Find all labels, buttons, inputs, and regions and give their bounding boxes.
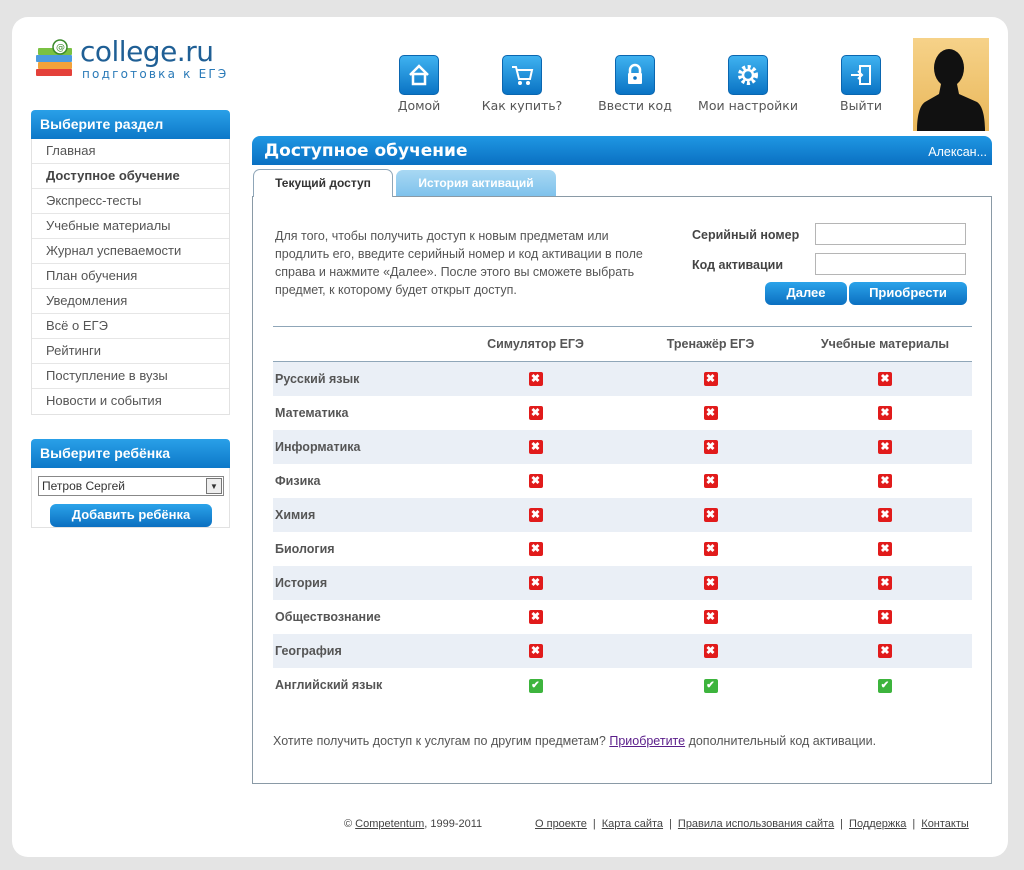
child-panel-body	[31, 468, 230, 528]
tab-activation-history[interactable]: История активаций	[396, 170, 556, 196]
child-panel	[31, 439, 230, 528]
user-name[interactable]: Алексан...	[928, 145, 987, 159]
access-cell	[623, 566, 798, 600]
access-cell	[623, 396, 798, 430]
subject-name: География	[275, 643, 342, 658]
access-cell	[448, 396, 623, 430]
logo-name: college.ru	[80, 35, 214, 68]
add-child-button[interactable]: Добавить ребёнка	[50, 504, 212, 527]
cross-icon: ✖	[878, 372, 892, 386]
section-menu-title: Выберите раздел	[31, 110, 230, 139]
nav-enter-code[interactable]	[580, 55, 690, 113]
access-cell	[798, 566, 972, 600]
books-logo-icon	[34, 39, 80, 83]
footer-separator: |	[912, 818, 916, 830]
table-header-trainer: Тренажёр ЕГЭ	[666, 337, 755, 351]
sidebar-item-express-tests[interactable]: Экспресс-тесты	[32, 189, 229, 214]
sidebar-item-notifications[interactable]: Уведомления	[32, 289, 229, 314]
table-header-materials: Учебные материалы	[820, 337, 950, 351]
sidebar-item-admission[interactable]: Поступление в вузы	[32, 364, 229, 389]
access-cell	[623, 668, 798, 702]
sidebar-item-news[interactable]: Новости и события	[46, 393, 162, 408]
subject-name: Биология	[275, 541, 335, 556]
access-cell	[623, 498, 798, 532]
cross-icon: ✖	[704, 406, 718, 420]
serial-input[interactable]	[815, 223, 966, 245]
access-cell	[623, 634, 798, 668]
cross-icon: ✖	[878, 440, 892, 454]
logo[interactable]	[34, 37, 234, 87]
footer-link-support[interactable]: Поддержка	[849, 818, 907, 830]
table-row	[273, 464, 972, 498]
access-cell	[448, 532, 623, 566]
section-menu-list	[31, 139, 230, 415]
sidebar-item-available-learning[interactable]: Доступное обучение	[32, 164, 229, 189]
subject-name: Математика	[275, 405, 349, 420]
subject-name: Русский язык	[275, 371, 360, 386]
table-row	[273, 532, 972, 566]
check-icon: ✔	[529, 679, 543, 693]
access-cell	[448, 362, 623, 396]
sidebar-item-materials[interactable]: Учебные материалы	[32, 214, 229, 239]
check-icon: ✔	[704, 679, 718, 693]
bottom-note-post: дополнительный код активации.	[685, 734, 877, 748]
nav-settings-label: Мои настройки	[698, 98, 798, 113]
access-table	[273, 326, 972, 702]
table-row	[273, 668, 972, 702]
child-select[interactable]	[38, 476, 224, 496]
cross-icon: ✖	[878, 508, 892, 522]
sidebar-item-gradebook[interactable]: Журнал успеваемости	[32, 239, 229, 264]
subject-name: Химия	[275, 507, 316, 522]
footer-separator: |	[840, 818, 844, 830]
footer-link-contacts[interactable]: Контакты	[921, 818, 969, 830]
bottom-note	[273, 734, 876, 748]
check-icon: ✔	[878, 679, 892, 693]
footer-link-about[interactable]: О проекте	[535, 818, 587, 830]
table-header-simulator: Симулятор ЕГЭ	[487, 337, 584, 351]
sidebar-item-home[interactable]: Главная	[32, 139, 229, 164]
exit-icon	[841, 55, 881, 95]
footer-link-sitemap[interactable]: Карта сайта	[601, 818, 664, 830]
chevron-down-icon[interactable]: ▼	[206, 478, 222, 494]
next-button[interactable]: Далее	[765, 282, 847, 305]
logo-tagline: подготовка к ЕГЭ	[82, 67, 229, 81]
table-row	[273, 430, 972, 464]
cross-icon: ✖	[529, 474, 543, 488]
cross-icon: ✖	[704, 440, 718, 454]
cross-icon: ✖	[878, 644, 892, 658]
code-label: Код активации	[692, 258, 784, 272]
access-cell	[798, 362, 972, 396]
sidebar-item-about-ege[interactable]: Всё о ЕГЭ	[32, 314, 229, 339]
lock-icon	[615, 55, 655, 95]
access-cell	[798, 634, 972, 668]
sidebar-item-ratings[interactable]: Рейтинги	[32, 339, 229, 364]
table-header-row	[273, 327, 972, 362]
home-icon	[399, 55, 439, 95]
access-cell	[623, 464, 798, 498]
table-row	[273, 600, 972, 634]
access-cell	[623, 430, 798, 464]
cart-icon	[502, 55, 542, 95]
nav-settings[interactable]	[693, 55, 803, 113]
cross-icon: ✖	[529, 406, 543, 420]
child-panel-title: Выберите ребёнка	[31, 439, 230, 468]
access-table-body	[273, 362, 972, 702]
child-select-value: Петров Сергей	[42, 479, 125, 493]
footer-copyright	[344, 818, 482, 830]
cross-icon: ✖	[704, 644, 718, 658]
cross-icon: ✖	[704, 508, 718, 522]
activation-code-input[interactable]	[815, 253, 966, 275]
access-cell	[798, 430, 972, 464]
cross-icon: ✖	[704, 610, 718, 624]
cross-icon: ✖	[529, 644, 543, 658]
page-title: Доступное обучение	[264, 141, 468, 161]
cross-icon: ✖	[704, 576, 718, 590]
nav-how-to-buy[interactable]	[467, 55, 577, 113]
access-cell	[798, 464, 972, 498]
subject-name: Английский язык	[275, 677, 383, 692]
access-cell	[798, 396, 972, 430]
table-row	[273, 396, 972, 430]
access-cell	[798, 498, 972, 532]
footer-links	[535, 818, 969, 830]
access-cell	[448, 634, 623, 668]
cross-icon: ✖	[878, 406, 892, 420]
footer-separator: |	[592, 818, 596, 830]
access-cell	[448, 600, 623, 634]
subject-name: Обществознание	[275, 609, 381, 624]
access-cell	[623, 362, 798, 396]
subject-name: Физика	[275, 473, 321, 488]
intro-text: Для того, чтобы получить доступ к новым предметам или продлить его, введите серийный номер и код активации в поле справа и нажмите «Далее». После этого вы сможете выбрать предмет, к которому будет открыт доступ.	[275, 229, 643, 297]
nav-logout[interactable]	[806, 55, 916, 113]
buy-button[interactable]: Приобрести	[849, 282, 967, 305]
access-cell	[623, 532, 798, 566]
cross-icon: ✖	[529, 508, 543, 522]
access-cell	[448, 668, 623, 702]
cross-icon: ✖	[878, 474, 892, 488]
footer-link-terms[interactable]: Правила использования сайта	[677, 818, 835, 830]
gear-icon	[728, 55, 768, 95]
copyright-prefix: ©	[344, 818, 356, 830]
page	[12, 17, 1008, 857]
table-row	[273, 566, 972, 600]
main-content	[252, 196, 992, 784]
cross-icon: ✖	[704, 372, 718, 386]
nav-enter-code-label: Ввести код	[598, 98, 672, 113]
table-row	[273, 634, 972, 668]
cross-icon: ✖	[704, 542, 718, 556]
access-cell	[448, 430, 623, 464]
subject-name: Информатика	[275, 439, 361, 454]
sidebar-item-study-plan[interactable]: План обучения	[32, 264, 229, 289]
cross-icon: ✖	[529, 610, 543, 624]
nav-home[interactable]	[364, 55, 474, 113]
cross-icon: ✖	[529, 372, 543, 386]
cross-icon: ✖	[529, 440, 543, 454]
access-cell	[798, 532, 972, 566]
access-cell	[448, 566, 623, 600]
tab-current-access[interactable]: Текущий доступ	[253, 169, 393, 197]
serial-label: Серийный номер	[692, 228, 800, 242]
section-menu	[31, 110, 230, 415]
nav-how-to-buy-label: Как купить?	[481, 98, 563, 113]
footer-separator: |	[669, 818, 672, 830]
table-header-subject	[273, 327, 448, 362]
buy-link[interactable]: Приобретите	[609, 734, 686, 748]
cross-icon: ✖	[878, 576, 892, 590]
main-header	[252, 136, 992, 165]
access-cell	[623, 600, 798, 634]
cross-icon: ✖	[878, 610, 892, 624]
access-cell	[798, 600, 972, 634]
cross-icon: ✖	[704, 474, 718, 488]
subject-name: История	[275, 575, 328, 590]
user-silhouette-icon	[913, 38, 989, 131]
competentum-link[interactable]: Competentum	[355, 818, 425, 830]
svg-text:@: @	[56, 43, 65, 53]
bottom-note-pre: Хотите получить доступ к услугам по другим предметам?	[273, 734, 610, 748]
copyright-years: , 1999-2011	[424, 818, 483, 830]
nav-home-label: Домой	[397, 98, 441, 113]
table-row	[273, 362, 972, 396]
avatar[interactable]	[913, 38, 989, 131]
table-row	[273, 498, 972, 532]
access-cell	[448, 464, 623, 498]
top-nav	[364, 55, 882, 115]
cross-icon: ✖	[878, 542, 892, 556]
access-cell	[448, 498, 623, 532]
cross-icon: ✖	[529, 542, 543, 556]
nav-logout-label: Выйти	[840, 98, 882, 113]
cross-icon: ✖	[529, 576, 543, 590]
access-cell	[798, 668, 972, 702]
